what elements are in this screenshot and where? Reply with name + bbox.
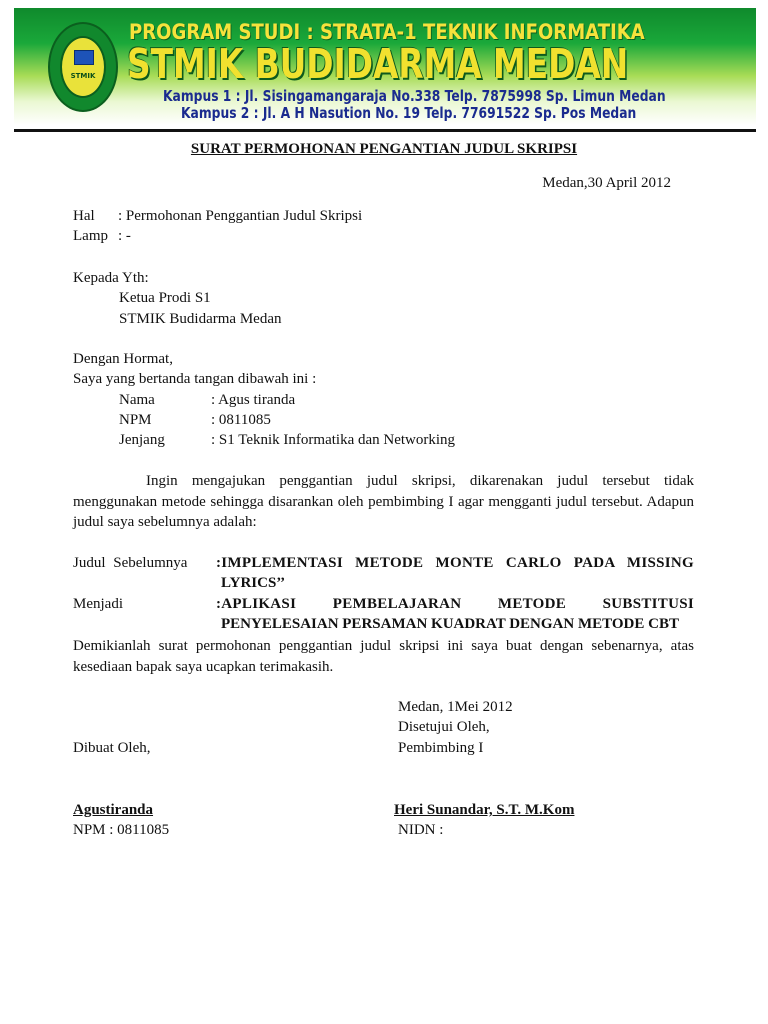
approver-name: Heri Sunandar, S.T. M.Kom: [394, 802, 575, 818]
addressee-line-2: STMIK Budidarma Medan: [119, 311, 282, 327]
logo-text: STMIK: [70, 72, 96, 80]
school-logo-icon: [48, 22, 118, 112]
addressee-line-1: Ketua Prodi S1: [119, 290, 211, 306]
new-title-line-2: PENYELESAIAN PERSAMAN KUADRAT DENGAN METODE CBT: [221, 616, 679, 632]
logo-emblem: [60, 36, 106, 98]
new-title-line-1: :APLIKASI PEMBELAJARAN METODE SUBSTITUSI: [216, 596, 694, 612]
place-date: Medan,30 April 2012: [542, 175, 671, 191]
new-title-label: Menjadi: [73, 596, 123, 612]
applicant-name: Agustiranda: [73, 802, 154, 818]
greeting: Dengan Hormat,: [73, 351, 173, 367]
header-divider: [14, 129, 756, 132]
closing-paragraph: Demikianlah surat permohonan penggantian judul skripsi ini saya buat dengan sebenarnya, atas kesediaan bapak saya ucapkan terimakasih.: [73, 638, 694, 675]
field-label-nama: Nama: [119, 392, 155, 408]
approval-place-date: Medan, 1Mei 2012: [398, 699, 513, 715]
made-by-label: Dibuat Oleh,: [73, 740, 151, 756]
intro-line: Saya yang bertanda tangan dibawah ini :: [73, 371, 317, 387]
hal-label: Hal: [73, 208, 95, 224]
lamp-value: : -: [118, 228, 131, 244]
applicant-npm: NPM : 0811085: [73, 822, 170, 838]
field-value-nama: : Agus tiranda: [211, 392, 296, 408]
approved-by-label: Disetujui Oleh,: [398, 719, 490, 735]
computer-screen-icon: [74, 50, 94, 65]
field-label-jenjang: Jenjang: [119, 432, 165, 448]
previous-title-line-2: LYRICS’’: [221, 575, 286, 591]
school-name: STMIK BUDIDARMA MEDAN: [127, 40, 629, 88]
approver-nidn: NIDN :: [398, 822, 444, 838]
approver-role: Pembimbing I: [398, 740, 484, 756]
hal-value: : Permohonan Penggantian Judul Skripsi: [118, 208, 363, 224]
field-value-jenjang: : S1 Teknik Informatika dan Networking: [211, 432, 456, 448]
addressee-label: Kepada Yth:: [73, 270, 149, 286]
body-paragraph: [73, 471, 694, 533]
field-label-npm: NPM: [119, 412, 152, 428]
lamp-label: Lamp: [73, 228, 108, 244]
letter-title: SURAT PERMOHONAN PENGANTIAN JUDUL SKRIPSI: [190, 141, 578, 157]
program-name: PROGRAM STUDI : STRATA-1 TEKNIK INFORMATIKA: [129, 20, 645, 44]
previous-title-label: Judul Sebelumnya: [73, 555, 188, 571]
body-paragraph-text: Ingin mengajukan penggantian judul skripsi, dikarenakan judul tersebut tidak menggunakan metode sehingga disarankan oleh pembimbing I agar mengganti judul tersebut. Adapun judul saya sebelumnya adalah:: [73, 473, 694, 530]
campus-1-address: Kampus 1 : Jl. Sisingamangaraja No.338 Telp. 7875998 Sp. Limun Medan: [163, 87, 666, 105]
letterhead-banner: [14, 8, 756, 125]
field-value-npm: : 0811085: [211, 412, 271, 428]
previous-title-line-1: :IMPLEMENTASI METODE MONTE CARLO PADA MISSING: [216, 555, 694, 571]
campus-2-address: Kampus 2 : Jl. A H Nasution No. 19 Telp. 77691522 Sp. Pos Medan: [181, 104, 637, 122]
